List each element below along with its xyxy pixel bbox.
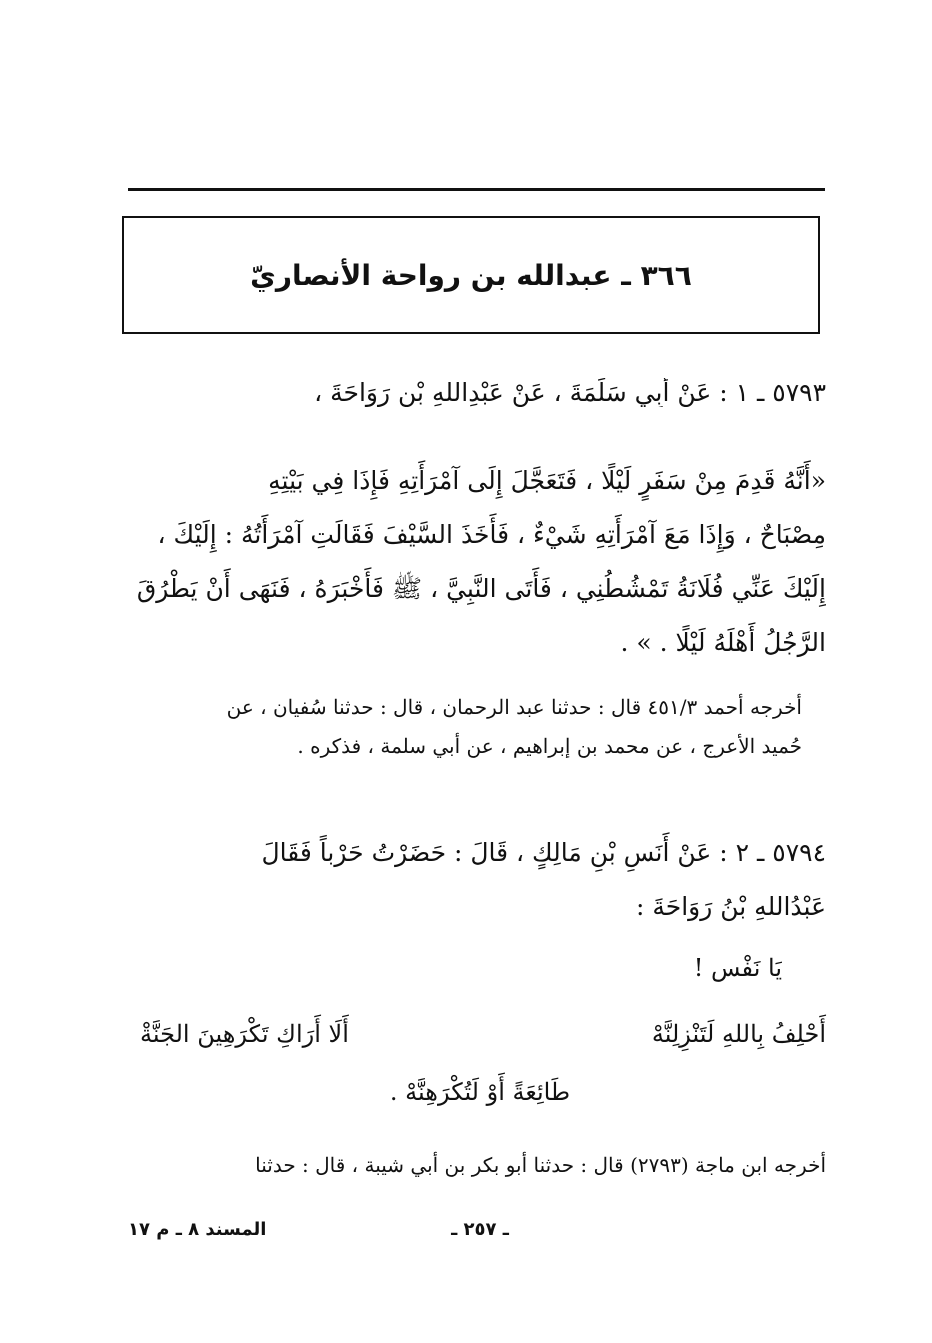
hadith-5794-note-line: أخرجه ابن ماجة (٢٧٩٣) قال : حدثنا أبو بكر بن أبي شيبة ، قال : حدثنا	[255, 1153, 826, 1177]
hadith-5793-heading-block	[126, 378, 826, 407]
chapter-title: ٣٦٦ ـ عبدالله بن رواحة الأنصاريّ	[250, 258, 692, 292]
chapter-title-box	[122, 216, 820, 334]
verse-intro-block	[482, 954, 782, 982]
verse-hemistich-right: أَحْلِفُ بِاللهِ لَتَنْزِلِنَّهْ	[651, 1020, 826, 1048]
verse-hemistich-right-block	[486, 1020, 826, 1048]
signature-mark-block	[128, 1219, 278, 1240]
page-number-block	[420, 1219, 540, 1240]
verse-hemistich-left-block	[140, 1020, 470, 1048]
hadith-5794-note	[126, 1146, 826, 1185]
hadith-5793-note-line-2: حُميد الأعرج ، عن محمد بن إبراهيم ، عن أبي سلمة ، فذكره .	[297, 734, 802, 758]
hadith-5793-text	[126, 454, 826, 670]
page-number: ـ ٢٥٧ ـ	[451, 1219, 509, 1240]
hadith-5793-note	[122, 688, 802, 766]
hadith-5793-line-2: مِصْبَاحٌ ، وَإِذَا مَعَ آمْرَأَتِهِ شَيْءٌ ، فَأَخَذَ السَّيْفَ فَقَالَتِ آمْرَأَتُهُ : إِلَيْكَ ،	[157, 520, 826, 549]
verse-line-2-block	[300, 1078, 660, 1106]
hadith-5793-note-line-1: أخرجه أحمد ٤٥١/٣ قال : حدثنا عبد الرحمان ، قال : حدثنا سُفيان ، عن	[226, 695, 802, 719]
hadith-5794-heading-block	[126, 826, 826, 934]
hadith-5794-heading-line-1: ٥٧٩٤ ـ ٢ : عَنْ أَنَسِ بْنِ مَالِكٍ ، قَالَ : حَضَرْتُ حَرْباً فَقَالَ	[261, 838, 826, 867]
hadith-5794-heading-line-2: عَبْدُاللهِ بْنُ رَوَاحَةَ :	[635, 892, 826, 921]
hadith-5793-line-3: إِلَيْكَ عَنِّي فُلَانَةُ تَمْشُطُنِي ، فَأَتَى النَّبِيَّ ، ﷺ فَأَخْبَرَهُ ، فَنَهَى أَنْ يَطْرُقَ	[136, 574, 826, 603]
hadith-5793-heading: ٥٧٩٣ ـ ١ : عَنْ أَبِي سَلَمَةَ ، عَنْ عَبْدِاللهِ بْنِ رَوَاحَةَ ،	[314, 378, 826, 407]
verse-hemistich-left: أَلَا أَرَاكِ تَكْرَهِينَ الجَنَّةْ	[140, 1020, 349, 1048]
hadith-5793-line-4: الرَّجُلُ أَهْلَهُ لَيْلًا . » .	[620, 628, 826, 657]
verse-line-2: طَائِعَةً أَوْ لَتُكْرَهِنَّهْ .	[389, 1078, 571, 1106]
verse-intro: يَا نَفْسِ !	[693, 954, 782, 982]
signature-mark: المسند ٨ ـ م ١٧	[128, 1219, 267, 1240]
header-rule	[128, 188, 825, 191]
hadith-5793-line-1: «أَنَّهُ قَدِمَ مِنْ سَفَرٍ لَيْلًا ، فَتَعَجَّلَ إِلَى آمْرَأَتِهِ فَإِذَا فِي بَيْتِهِ	[268, 466, 826, 495]
